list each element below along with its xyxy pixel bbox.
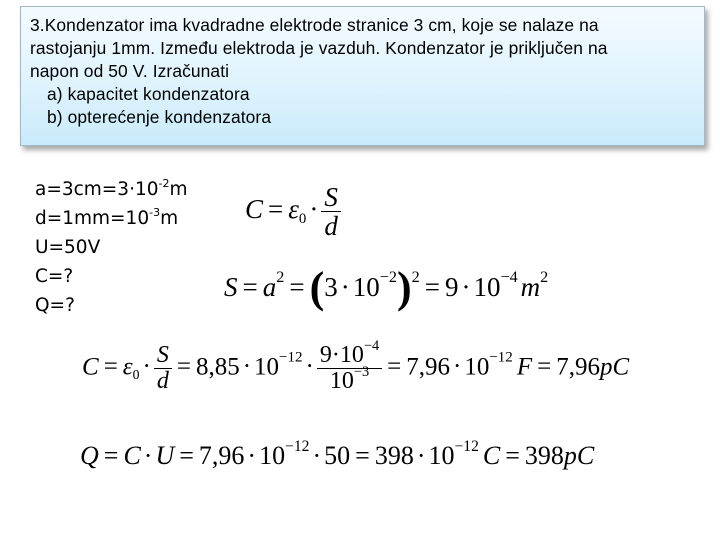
task-line-1: 3.Kondenzator ima kvadradne elektrode stranice 3 cm, koje se nalaze na [30,15,599,35]
task-item-a: a) kapacitet kondenzatora [47,84,250,104]
task-line-2: rastojanju 1mm. Između elektroda je vazduh. Kondenzator je priključen na [30,38,608,58]
given-a: $a=3cm=3\cdot 10^{-2}m$ [35,177,188,200]
area-formula: $S = a^2 = (3 \cdot 10^{-2})^2 = 9 \cdot 10^{-4}$ $m^2$ [224,263,549,312]
numeric-fraction: $\frac{9\cdot 10^{-4}}{10^{-3}}$ [317,343,382,394]
given-d: $d=1mm=10^{-3}m$ [35,206,179,229]
task-statement-box [20,6,705,146]
given-u: U=50V [35,237,101,258]
task-item-b: b) opterećenje kondenzatora [47,107,272,127]
task-line-3: napon od 50 V. Izračunati [30,61,230,81]
s-over-d-fraction: $\frac{S}{d}$ [321,183,341,241]
unknown-c: C=? [35,266,74,287]
capacitance-calculation: $C = \varepsilon_0$ · $\frac{S}{d}$ = $8,85 \cdot 10^{-12}$ · $\frac{9\cdot 10^{-4}}{10^{-3}}$ = $7,96 \cdot 10^{-12}$ F = 7,96pC [82,337,630,395]
unknown-q: Q=? [35,295,75,316]
s-over-d-fraction: $\frac{S}{d}$ [154,343,172,394]
given-values [35,175,188,320]
charge-calculation: $Q = C \cdot U = 7,96 \cdot 10^{-12} \cdot 50 = 398 \cdot 10^{-12}$ C = 398pC [80,437,595,470]
capacitance-formula: $C = \varepsilon_0$ · $\frac{S}{d}$ [245,183,341,241]
